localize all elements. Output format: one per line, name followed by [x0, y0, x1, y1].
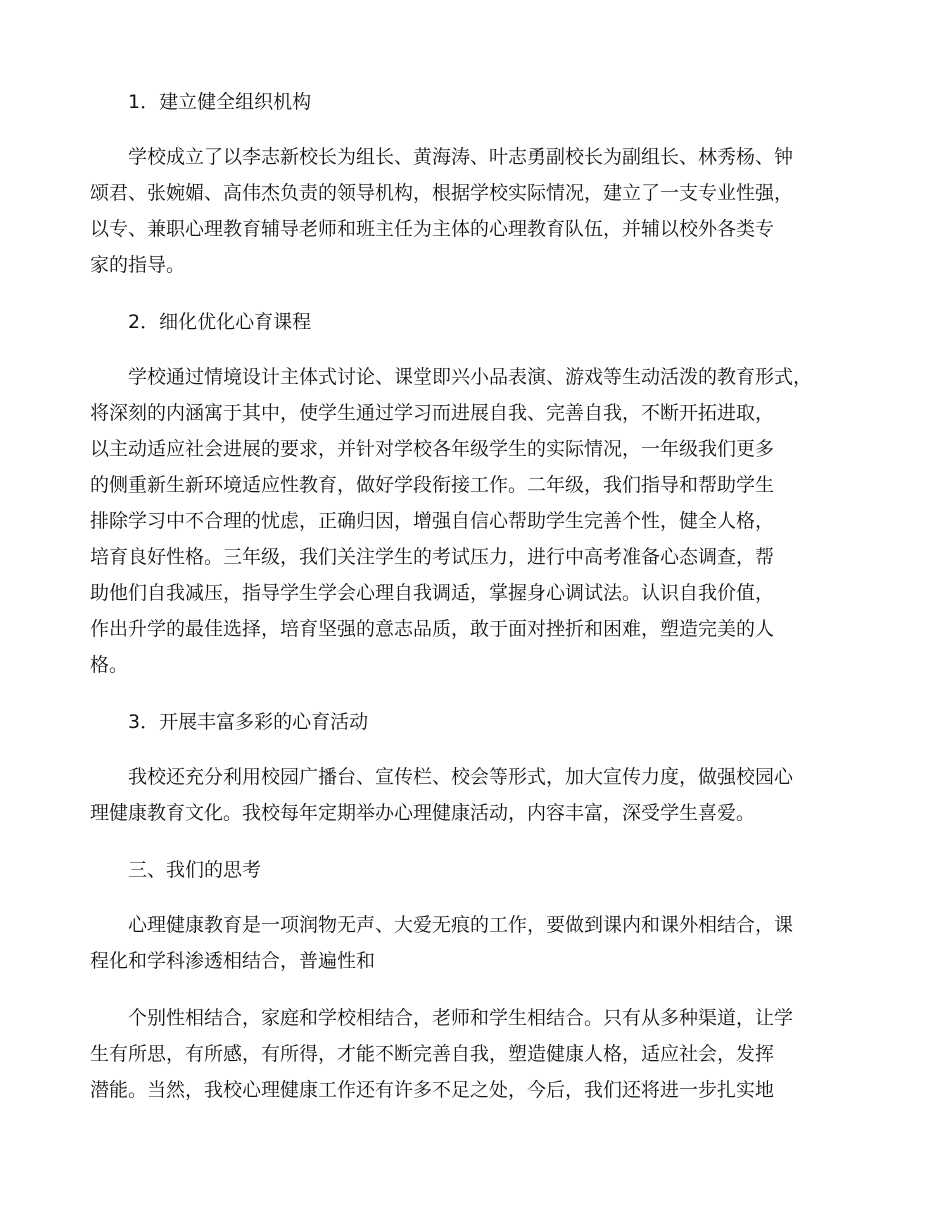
paragraph-line: 格。: [90, 654, 129, 676]
paragraph-line: 潜能。当然，我校心理健康工作还有许多不足之处，今后，我们还将进一步扎实地: [90, 1079, 775, 1101]
paragraph-line: 学校成立了以李志新校长为组长、黄海涛、叶志勇副校长为副组长、林秀杨、钟: [128, 146, 794, 168]
paragraph-line: 生有所思，有所感，有所得，才能不断完善自我，塑造健康人格，适应社会，发挥: [90, 1043, 775, 1065]
paragraph-line: 以主动适应社会进展的要求，并针对学校各年级学生的实际情况，一年级我们更多: [90, 438, 775, 460]
paragraph-line: 颂君、张婉媚、高伟杰负责的领导机构，根据学校实际情况，建立了一支专业性强，: [90, 182, 794, 204]
section-heading: 2．细化优化心育课程: [128, 311, 312, 333]
paragraph-line: 的侧重新生新环境适应性教育，做好学段衔接工作。二年级，我们指导和帮助学生: [90, 474, 775, 496]
paragraph-line: 心理健康教育是一项润物无声、大爱无痕的工作，要做到课内和课外相结合，课: [128, 914, 794, 936]
paragraph-line: 以专、兼职心理教育辅导老师和班主任为主体的心理教育队伍，并辅以校外各类专: [90, 218, 775, 240]
paragraph-line: 助他们自我减压，指导学生学会心理自我调适，掌握身心调试法。认识自我价值，: [90, 582, 775, 604]
paragraph-line: 程化和学科渗透相结合，普遍性和: [90, 950, 376, 972]
paragraph-line: 作出升学的最佳选择，培育坚强的意志品质，敢于面对挫折和困难，塑造完美的人: [90, 618, 775, 640]
section-heading: 三、我们的思考: [128, 859, 262, 881]
section-heading: 3．开展丰富多彩的心育活动: [128, 711, 369, 733]
paragraph-line: 将深刻的内涵寓于其中，使学生通过学习而进展自我、完善自我，不断开拓进取，: [90, 402, 775, 424]
paragraph-line: 个别性相结合，家庭和学校相结合，老师和学生相结合。只有从多种渠道，让学: [128, 1007, 794, 1029]
paragraph-line: 理健康教育文化。我校每年定期举办心理健康活动，内容丰富，深受学生喜爱。: [90, 802, 756, 824]
paragraph-line: 学校通过情境设计主体式讨论、课堂即兴小品表演、游戏等生动活泼的教育形式，: [128, 366, 813, 388]
paragraph-line: 培育良好性格。三年级，我们关注学生的考试压力，进行中高考准备心态调查，帮: [90, 546, 775, 568]
paragraph-line: 家的指导。: [90, 254, 186, 276]
paragraph-line: 我校还充分利用校园广播台、宣传栏、校会等形式，加大宣传力度，做强校园心: [128, 766, 794, 788]
section-heading: 1．建立健全组织机构: [128, 91, 312, 113]
paragraph-line: 排除学习中不合理的忧虑，正确归因，增强自信心帮助学生完善个性，健全人格，: [90, 510, 775, 532]
